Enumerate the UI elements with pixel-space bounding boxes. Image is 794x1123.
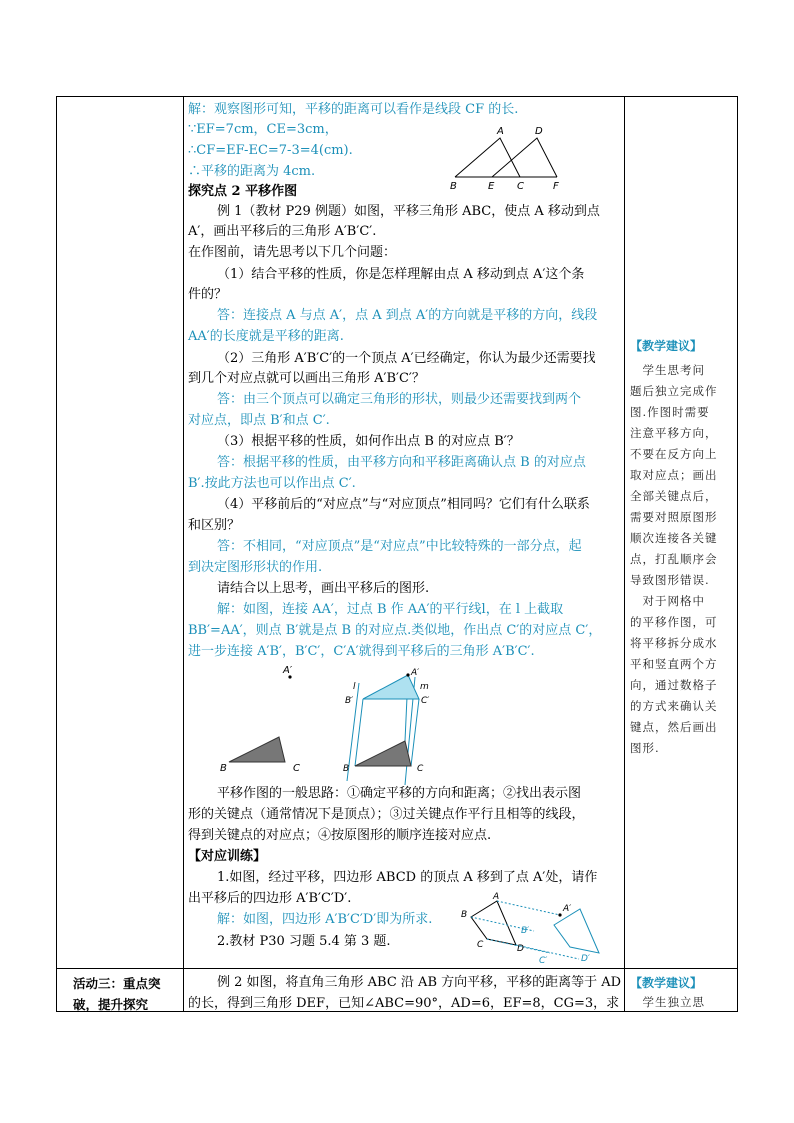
draw-prompt: 请结合以上思考，画出平移后的图形. xyxy=(217,581,430,596)
figure3-label-a-prime: A′ xyxy=(411,668,420,678)
teaching-suggestion-heading-2: 【教学建议】 xyxy=(630,976,703,990)
figure1-label-b: B xyxy=(450,181,457,192)
solution-line-c: 进一步连接 A′B′，B′C′，C′A′就得到平移后的三角形 A′B′C′. xyxy=(188,644,535,659)
figure4-label-b-prime: B′ xyxy=(521,926,530,936)
figure3-label-b: B xyxy=(343,764,350,774)
figure4-label-b: B xyxy=(461,910,468,920)
general-steps-line-b: 形的关键点（通常情况下是顶点）；③过关键点作平行且相等的线段， xyxy=(188,807,585,822)
general-steps-line-c: 得到关键点的对应点；④按原图形的顺序连接对应点. xyxy=(188,828,492,843)
figure2-label-c: C xyxy=(293,763,300,774)
teaching-suggestion-1-line: 全部关键点后， xyxy=(630,489,718,503)
figure1-label-d: D xyxy=(535,126,543,137)
figure4-label-c-prime: C′ xyxy=(539,956,548,966)
lesson-table xyxy=(56,96,738,1012)
question-2-line-a: （2）三角形 A′B′C′的一个顶点 A′已经确定，你认为最少还需要找 xyxy=(217,351,596,366)
teaching-suggestion-1-line: 对于网格中 xyxy=(630,594,705,608)
question-4-line-b: 和区别？ xyxy=(188,518,241,533)
solution-line-a: 解：如图，连接 AA′，过点 B 作 AA′的平行线l，在 l 上截取 xyxy=(217,602,564,617)
intro-line: 在作图前，请先思考以下几个问题： xyxy=(188,245,397,260)
question-2-line-b: 到几个对应点就可以画出三角形 A′B′C′？ xyxy=(188,371,425,386)
teaching-suggestion-1-line: 注意平移方向， xyxy=(630,426,718,440)
teaching-suggestion-1-line: 的方式来确认关 xyxy=(630,699,718,713)
figure3-label-m: m xyxy=(420,682,429,692)
teaching-suggestion-1-line: 不要在反方向上 xyxy=(630,447,718,461)
teaching-suggestion-1-line: 学生思考问 xyxy=(630,363,705,377)
training-1-line-b: 出平移后的四边形 A′B′C′D′. xyxy=(188,891,352,906)
figure2-label-b: B xyxy=(220,763,227,774)
translation-figure-2 xyxy=(217,663,317,778)
answer-4-line-b: 到决定图形形状的作用. xyxy=(188,560,323,575)
figure4-label-c: C xyxy=(477,940,484,950)
training-title: 【对应训练】 xyxy=(188,849,267,864)
therefore-line-2: ∴平移的距离为 4cm. xyxy=(188,164,316,179)
figure4-label-a: A xyxy=(493,892,500,902)
activity-3-label-a: 活动三：重点突 xyxy=(73,976,161,991)
figure2-label-a-prime: A′ xyxy=(283,665,293,676)
example-1-line-a: 例 1（教材 P29 例题）如图，平移三角形 ABC，使点 A 移动到点 xyxy=(217,204,600,219)
since-line: ∵EF=7cm，CE=3cm， xyxy=(188,122,338,137)
teaching-suggestion-1-line: 向，通过数格子 xyxy=(630,678,718,692)
answer-4-line-a: 答：不相同，“对应顶点”是“对应点”中比较特殊的一部分点，起 xyxy=(217,539,582,554)
training-2: 2.教材 P30 习题 5.4 第 3 题. xyxy=(217,934,391,949)
row-divider xyxy=(57,968,737,969)
figure1-label-e: E xyxy=(488,181,495,192)
translation-figure-4 xyxy=(461,893,601,965)
teaching-suggestion-1-line: 平和竖直两个方 xyxy=(630,657,718,671)
translation-figure-3 xyxy=(333,663,448,778)
figure4-label-d: D xyxy=(517,944,524,954)
answer-2-line-a: 答：由三个顶点可以确定三角形的形状，则最少还需要找到两个 xyxy=(217,392,582,407)
figure3-label-c-prime: C′ xyxy=(421,696,430,706)
example-2-line-a: 例 2 如图，将直角三角形 ABC 沿 AB 方向平移，平移的距离等于 AD xyxy=(217,975,622,990)
column-divider-1 xyxy=(183,97,184,1011)
figure1-label-a: A xyxy=(497,126,504,137)
question-3: （3）根据平移的性质，如何作出点 B 的对应点 B′？ xyxy=(217,434,520,449)
figure3-label-b-prime: B′ xyxy=(345,696,354,706)
teaching-suggestion-1-line: 需要对照原图形 xyxy=(630,510,718,524)
figure3-label-l: l xyxy=(353,682,356,692)
teaching-suggestion-1-line: 图.作图时需要 xyxy=(630,405,710,419)
question-1-line-a: （1）结合平移的性质，你是怎样理解由点 A 移动到点 A′这个条 xyxy=(217,267,585,282)
teaching-suggestion-1-line: 取对应点；画出 xyxy=(630,468,718,482)
answer-3-line-a: 答：根据平移的性质，由平移方向和平移距离确认点 B 的对应点 xyxy=(217,455,586,470)
answer-3-line-b: B′.按此方法也可以作出点 C′. xyxy=(188,476,356,491)
figure4-label-a-prime: A′ xyxy=(563,904,572,914)
explore-title: 探究点 2 平移作图 xyxy=(188,184,298,199)
teaching-suggestion-1-line: 的平移作图，可 xyxy=(630,615,718,629)
teaching-suggestion-1-line: 将平移拆分成水 xyxy=(630,636,718,650)
training-1-solution: 解：如图，四边形 A′B′C′D′即为所求. xyxy=(217,912,433,927)
teaching-suggestion-text-1 xyxy=(630,360,736,759)
question-1-line-b: 件的？ xyxy=(188,287,228,302)
answer-1-line-b: AA′的长度就是平移的距离. xyxy=(188,329,344,344)
teaching-suggestion-1-line: 题后独立完成作 xyxy=(630,384,718,398)
teaching-suggestion-1-line: 导致图形错误. xyxy=(630,573,710,587)
teaching-suggestion-1-line: 点，打乱顺序会 xyxy=(630,552,718,566)
solution-line-b: BB′=AA′，则点 B′就是点 B 的对应点.类似地，作出点 C′的对应点 C′， xyxy=(188,623,602,638)
example-2-line-b: 的长，得到三角形 DEF，已知∠ABC=90°，AD=6，EF=8，CG=3，求 xyxy=(188,996,620,1011)
question-4-line-a: （4）平移前后的“对应点”与“对应顶点”相同吗？它们有什么联系 xyxy=(217,497,590,512)
figure4-label-d-prime: D′ xyxy=(581,954,590,964)
teaching-suggestion-text-2 xyxy=(630,992,736,1013)
teaching-suggestion-1-line: 顺次连接各关键 xyxy=(630,531,718,545)
figure1-label-f: F xyxy=(553,181,559,192)
answer-1-line-a: 答：连接点 A 与点 A′，点 A 到点 A′的方向就是平移的方向，线段 xyxy=(217,308,598,323)
solution-line: 解：观察图形可知，平移的距离可以看作是线段 CF 的长. xyxy=(188,102,519,117)
training-1-line-a: 1.如图，经过平移，四边形 ABCD 的顶点 A 移到了点 A′处，请作 xyxy=(217,870,598,885)
translation-figure-1 xyxy=(445,126,565,193)
figure3-label-c: C xyxy=(417,764,424,774)
general-steps-line-a: 平移作图的一般思路：①确定平移的方向和距离；②找出表示图 xyxy=(217,786,582,801)
teaching-suggestion-1-line: 键点，然后画出 xyxy=(630,720,718,734)
teaching-suggestion-heading-1: 【教学建议】 xyxy=(630,339,703,353)
therefore-line-1: ∴CF=EF-EC=7-3=4(cm). xyxy=(188,143,353,158)
figure1-label-c: C xyxy=(517,181,524,192)
teaching-suggestion-1-line: 图形. xyxy=(630,741,660,755)
teaching-suggestion-2-line: 学生独立思 xyxy=(630,995,705,1009)
activity-3-label-b: 破，提升探究 xyxy=(73,997,149,1012)
example-1-line-b: A′，画出平移后的三角形 A′B′C′. xyxy=(188,224,377,239)
column-divider-2 xyxy=(624,97,625,1011)
answer-2-line-b: 对应点，即点 B′和点 C′. xyxy=(188,413,330,428)
